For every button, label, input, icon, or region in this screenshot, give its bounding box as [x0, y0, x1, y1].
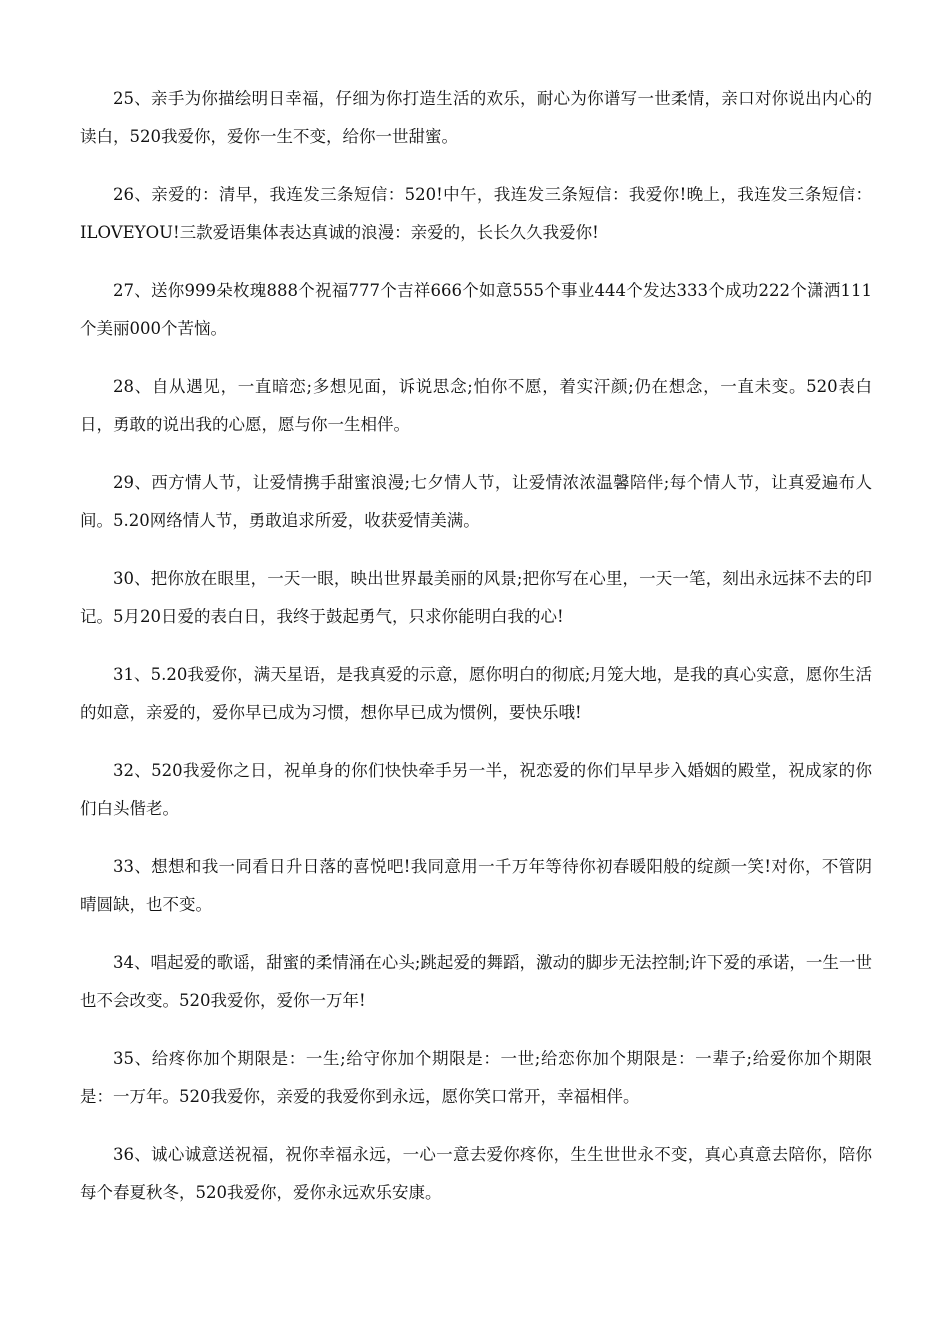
paragraph-33: 33、想想和我一同看日升日落的喜悦吧!我同意用一千万年等待你初春暖阳般的绽颜一笑!对你，不管阴晴圆缺，也不变。	[80, 857, 872, 914]
paragraph-26: 26、亲爱的：清早，我连发三条短信：520!中午，我连发三条短信：我爱你!晚上，我连发三条短信：ILOVEYOU!三款爱语集体表达真诚的浪漫：亲爱的，长长久久我爱你!	[80, 185, 872, 242]
paragraph-36: 36、诚心诚意送祝福，祝你幸福永远，一心一意去爱你疼你，生生世世永不变，真心真意去陪你，陪你每个春夏秋冬，520我爱你，爱你永远欢乐安康。	[80, 1145, 872, 1202]
paragraph-31: 31、5.20我爱你，满天星语，是我真爱的示意，愿你明白的彻底;月笼大地，是我的真心实意，愿你生活的如意，亲爱的，爱你早已成为习惯，想你早已成为惯例，要快乐哦!	[80, 665, 872, 722]
paragraph-27: 27、送你999朵枚瑰888个祝福777个吉祥666个如意555个事业444个发达333个成功222个潇洒111个美丽000个苦恼。	[80, 281, 872, 338]
paragraph-28: 28、自从遇见，一直暗恋;多想见面，诉说思念;怕你不愿，着实汗颜;仍在想念，一直未变。520表白日，勇敢的说出我的心愿，愿与你一生相伴。	[80, 377, 872, 434]
paragraph-32: 32、520我爱你之日，祝单身的你们快快牵手另一半，祝恋爱的你们早早步入婚姻的殿堂，祝成家的你们白头偕老。	[80, 761, 872, 818]
paragraph-35: 35、给疼你加个期限是：一生;给守你加个期限是：一世;给恋你加个期限是：一辈子;给爱你加个期限是：一万年。520我爱你，亲爱的我爱你到永远，愿你笑口常开，幸福相伴。	[80, 1049, 872, 1106]
paragraph-30: 30、把你放在眼里，一天一眼，映出世界最美丽的风景;把你写在心里，一天一笔，刻出永远抹不去的印记。5月20日爱的表白日，我终于鼓起勇气，只求你能明白我的心!	[80, 569, 872, 626]
paragraph-29: 29、西方情人节，让爱情携手甜蜜浪漫;七夕情人节，让爱情浓浓温馨陪伴;每个情人节，让真爱遍布人间。5.20网络情人节，勇敢追求所爱，收获爱情美满。	[80, 473, 872, 530]
paragraph-25: 25、亲手为你描绘明日幸福，仔细为你打造生活的欢乐，耐心为你谱写一世柔情，亲口对你说出内心的读白，520我爱你，爱你一生不变，给你一世甜蜜。	[80, 89, 872, 146]
paragraph-34: 34、唱起爱的歌谣，甜蜜的柔情涌在心头;跳起爱的舞蹈，激动的脚步无法控制;许下爱的承诺，一生一世也不会改变。520我爱你，爱你一万年!	[80, 953, 872, 1010]
